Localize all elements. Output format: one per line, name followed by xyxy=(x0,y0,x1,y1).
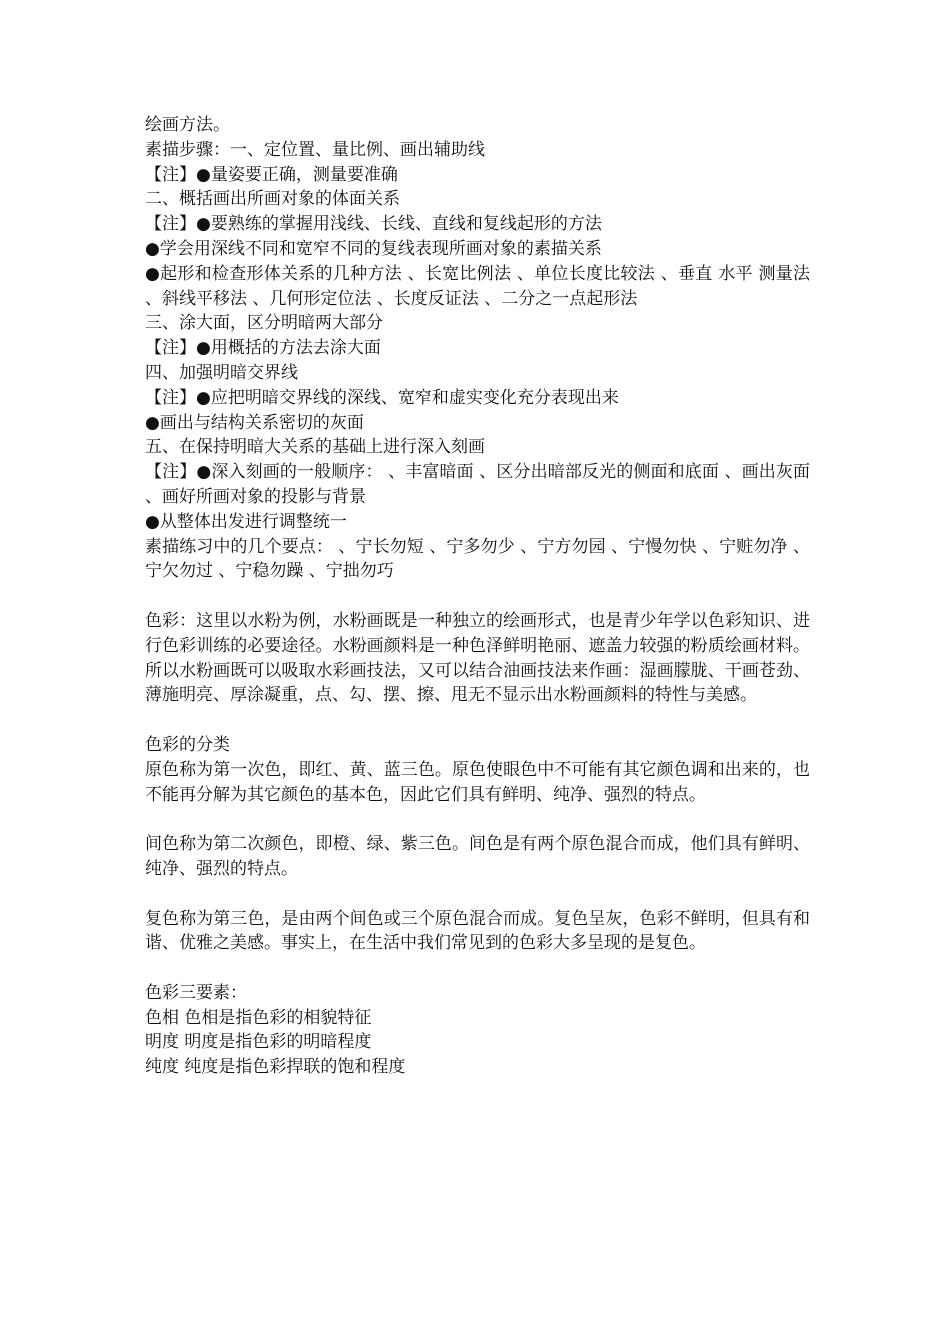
element-item-value: 明度 明度是指色彩的明暗程度 xyxy=(145,1032,372,1053)
text-line: ●从整体出发进行调整统一 xyxy=(145,511,347,532)
paragraph-methods: ●起形和检查形体关系的几种方法 、长宽比例法 、单位长度比较法 、垂直 水平 测量法 、斜线平移法 、几何形定位法 、长度反证法 、二分之一点起形法 xyxy=(145,263,810,309)
paragraph-tertiary-colors: 复色称为第三色，是由两个间色或三个原色混合而成。复色呈灰，色彩不鲜明，但具有和谐、优雅之美感。事实上，在生活中我们常见到的色彩大多呈现的是复色。 xyxy=(145,908,810,954)
section-heading: 色彩三要素： xyxy=(145,982,247,1003)
text-line: 素描步骤：一、定位置、量比例、画出辅助线 xyxy=(145,139,485,160)
text-line: 【注】●应把明暗交界线的深线、宽窄和虚实变化充分表现出来 xyxy=(145,387,619,408)
blank-line xyxy=(145,807,810,832)
document-page xyxy=(145,113,810,1080)
paragraph-key-points: 素描练习中的几个要点： 、宁长勿短 、宁多勿少 、宁方勿园 、宁慢勿快 、宁赃勿净 、宁欠勿过 、宁稳勿躁 、宁拙勿巧 xyxy=(145,536,810,582)
blank-line xyxy=(145,882,810,907)
text-line: 三、涂大面，区分明暗两大部分 xyxy=(145,313,383,334)
blank-line xyxy=(145,584,810,609)
blank-line xyxy=(145,708,810,733)
text-line: 绘画方法。 xyxy=(145,115,230,135)
section-heading: 色彩的分类 xyxy=(145,734,230,755)
text-line: ●学会用深线不同和宽窄不同的复线表现所画对象的素描关系 xyxy=(145,238,602,259)
element-item-hue: 色相 色相是指色彩的相貌特征 xyxy=(145,1007,372,1028)
text-line: 【注】●要熟练的掌握用浅线、长线、直线和复线起形的方法 xyxy=(145,214,602,235)
blank-line xyxy=(145,956,810,981)
paragraph-color-intro: 色彩：这里以水粉为例，水粉画既是一种独立的绘画形式，也是青少年学以色彩知识、进行色彩训练的必要途径。水粉画颜料是一种色泽鲜明艳丽、遮盖力较强的粉质绘画材料。所以水粉画既可以吸取水彩画技法，又可以结合油画技法来作画：湿画朦胧、干画苍劲、薄施明亮、厚涂凝重，点、勾、摆、擦、甩无不显示出水粉画颜料的特性与美感。 xyxy=(145,610,810,706)
text-line: 四、加强明暗交界线 xyxy=(145,362,298,383)
paragraph-primary-colors: 原色称为第一次色，即红、黄、蓝三色。原色使眼色中不可能有其它颜色调和出来的，也不能再分解为其它颜色的基本色，因此它们具有鲜明、纯净、强烈的特点。 xyxy=(145,759,810,805)
element-item-saturation: 纯度 纯度是指色彩捍联的饱和程度 xyxy=(145,1057,406,1078)
text-line: 【注】●用概括的方法去涂大面 xyxy=(145,338,381,359)
text-line: 五、在保持明暗大关系的基础上进行深入刻画 xyxy=(145,437,485,458)
text-line: 【注】●量姿要正确，测量要准确 xyxy=(145,164,398,185)
text-line: 二、概括画出所画对象的体面关系 xyxy=(145,189,400,210)
text-line: ●画出与结构关系密切的灰面 xyxy=(145,412,364,433)
paragraph-secondary-colors: 间色称为第二次颜色，即橙、绿、紫三色。间色是有两个原色混合而成，他们具有鲜明、纯净、强烈的特点。 xyxy=(145,834,810,879)
paragraph-deep-drawing: 【注】●深入刻画的一般顺序： 、丰富暗面 、区分出暗部反光的侧面和底面 、画出灰面 、画好所画对象的投影与背景 xyxy=(145,462,810,507)
